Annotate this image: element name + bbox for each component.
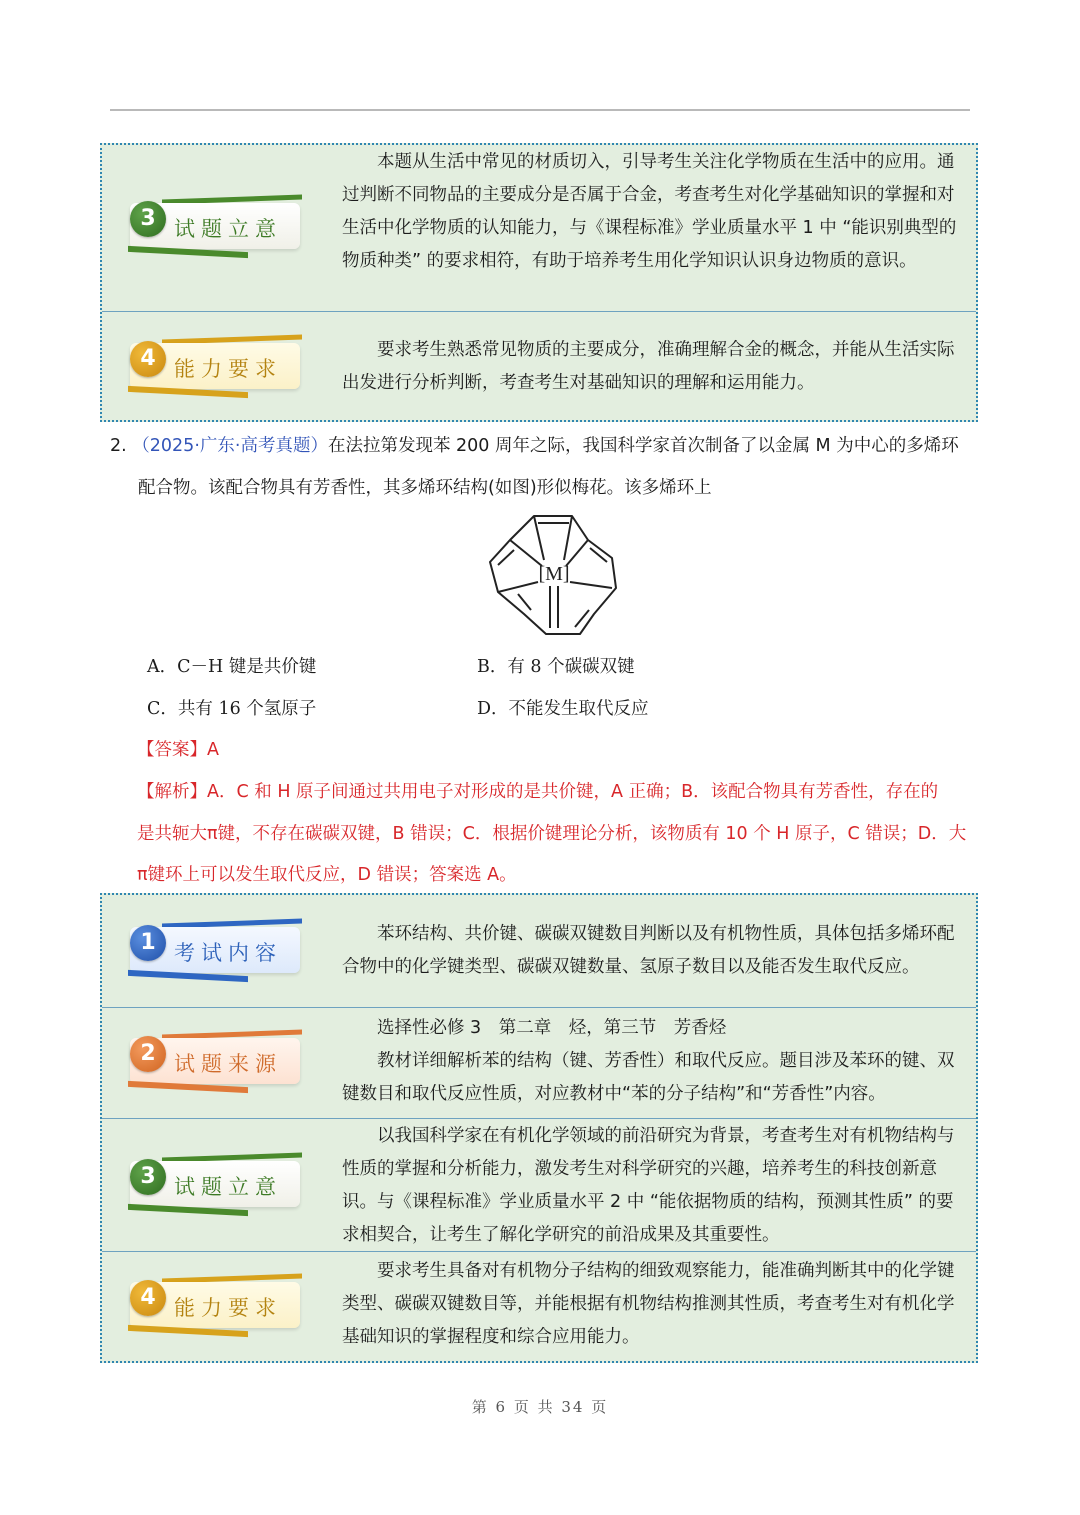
panel-row-intent (102, 1118, 976, 1252)
question-number: 2. (110, 436, 127, 456)
badge-number: 4 (130, 341, 166, 377)
analysis-line-3: π键环上可以发生取代反应，D 错误；答案选 A。 (137, 865, 517, 885)
metal-label: [M] (538, 563, 570, 585)
badge-number: 2 (130, 1036, 166, 1072)
row-text: 要求考生熟悉常见物质的主要成分，准确理解合金的概念，并能从生活实际出发进行分析判断，考查考生对基础知识的理解和运用能力。 (342, 340, 955, 393)
row-text: 选择性必修 3 第二章 烃，第三节 芳香烃 教材详细解析苯的结构（键、芳香性）和取代反应。题目涉及苯环的键、双键数目和取代反应性质，对应教材中“苯的分子结构”和“芳香性”内容。 (342, 1018, 955, 1104)
analysis-line-1: 【解析】A．C 和 H 原子间通过共用电子对形成的是共价键，A 正确；B．该配合物具有芳香性，存在的 (137, 782, 939, 802)
option-b: B．有 8 个碳碳双键 (477, 657, 635, 677)
analysis-panel-2 (100, 893, 978, 1363)
question-source: （2025·广东·高考真题） (132, 436, 328, 456)
option-c: C．共有 16 个氢原子 (147, 699, 317, 719)
analysis-line-2: 是共轭大π键，不存在碳碳双键，B 错误；C．根据价键理论分析，该物质有 10 个 H 原子，C 错误；D．大 (137, 824, 967, 844)
badge-intent (122, 1153, 312, 1219)
panel-row-ability (102, 1251, 976, 1364)
badge-label: 试题立意 (174, 1175, 282, 1199)
badge-label: 试题来源 (174, 1052, 282, 1076)
badge-number: 3 (130, 1159, 166, 1195)
analysis-panel-1 (100, 143, 978, 422)
row-text: 苯环结构、共价键、碳碳双键数目判断以及有机物性质，具体包括多烯环配合物中的化学键类型、碳碳双键数量、氢原子数目以及能否发生取代反应。 (342, 924, 955, 977)
badge-label: 考试内容 (174, 941, 282, 965)
badge-source (122, 1030, 312, 1096)
page-footer: 第 6 页 共 34 页 (471, 1398, 609, 1416)
badge-intent (122, 195, 312, 261)
panel-row-ability (102, 311, 976, 423)
panel-row-content (102, 895, 976, 1007)
row-text: 以我国科学家在有机化学领域的前沿研究为背景，考查考生对有机物结构与性质的掌握和分析能力，激发考生对科学研究的兴趣，培养考生的科技创新意识。与《课程标准》学业质量水平 2 中 “能依据物质的结构，预测其性质” 的要求相契合，让考生了解化学研究的前沿成果及其重要性。 (342, 1126, 955, 1245)
answer-label: 【答案】 (137, 740, 207, 760)
option-d: D．不能发生取代反应 (477, 699, 649, 719)
header-rule (110, 109, 970, 111)
row-text: 要求考生具备对有机物分子结构的细致观察能力，能准确判断其中的化学键类型、碳碳双键数目等，并能根据有机物结构推测其性质，考查考生对有机化学基础知识的掌握程度和综合应用能力。 (342, 1261, 955, 1347)
badge-ability (122, 335, 312, 401)
badge-label: 能力要求 (174, 357, 282, 381)
question-stem-2: 配合物。该配合物具有芳香性，其多烯环结构(如图)形似梅花。该多烯环上 (138, 478, 712, 498)
answer-value: A (207, 740, 219, 760)
question-stem-1: 在法拉第发现苯 200 周年之际，我国科学家首次制备了以金属 M 为中心的多烯环 (327, 436, 959, 456)
badge-ability (122, 1274, 312, 1340)
answer-line (137, 736, 219, 761)
badge-number: 3 (130, 201, 166, 237)
badge-number: 4 (130, 1280, 166, 1316)
badge-label: 试题立意 (174, 217, 282, 241)
panel-row-source (102, 1007, 976, 1119)
option-a: A．C－H 键是共价键 (147, 657, 317, 677)
badge-label: 能力要求 (174, 1296, 282, 1320)
analysis-label: 【解析】 (137, 782, 207, 802)
badge-number: 1 (130, 925, 166, 961)
molecule-figure (486, 510, 622, 640)
badge-content (122, 919, 312, 985)
panel-row-intent (102, 145, 976, 311)
row-text: 本题从生活中常见的材质切入，引导考生关注化学物质在生活中的应用。通过判断不同物品的主要成分是否属于合金，考查考生对化学基础知识的掌握和对生活中化学物质的认知能力，与《课程标准》学业质量水平 1 中 “能识别典型的物质种类” 的要求相符，有助于培养考生用化学知识认识身边物质的意识。 (342, 152, 957, 271)
